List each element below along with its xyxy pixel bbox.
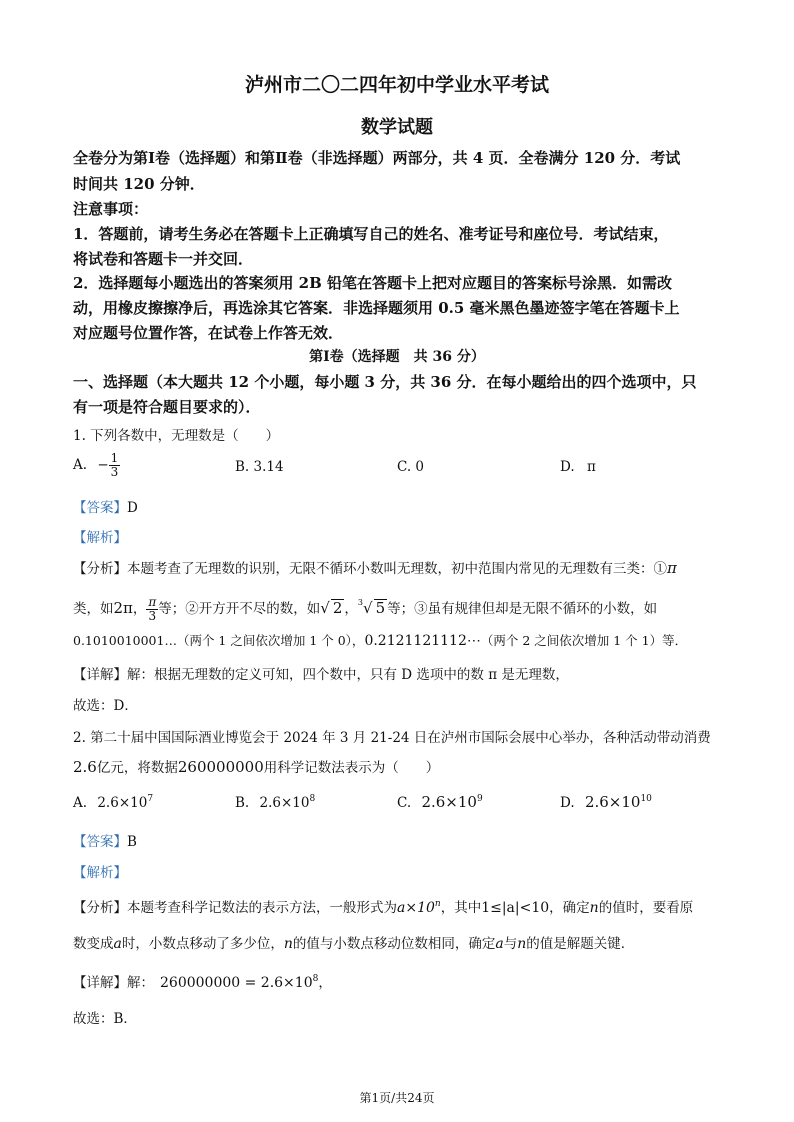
option-label: D. bbox=[560, 795, 575, 811]
analysis-text: 等；②开方开不尽的数，如 bbox=[158, 601, 321, 617]
part1-heading: 第Ⅰ卷（选择题 共 36 分） bbox=[309, 349, 485, 365]
option-c bbox=[397, 793, 483, 811]
answer-value: B bbox=[127, 834, 137, 850]
exam-title: 泸州市二〇二四年初中学业水平考试 bbox=[244, 74, 549, 96]
detail-text: ， bbox=[318, 975, 332, 991]
analysis-text: 类，如 bbox=[73, 601, 114, 617]
math-expr: 260000000 = 2.6×10 bbox=[160, 975, 313, 991]
stem-text: 亿元，将数据 bbox=[96, 760, 178, 776]
analysis-text: （两个 2 之间依次增加 1 个 1）等． bbox=[480, 633, 688, 648]
variable: n bbox=[589, 900, 599, 916]
analysis-text: 本题考查科学记数法的表示方法，一般形式为 bbox=[127, 900, 397, 916]
page-footer: 第1页/共24页 bbox=[359, 1091, 435, 1105]
analysis-text: 的值时，要看原 bbox=[598, 900, 694, 916]
fraction-denominator: 3 bbox=[110, 465, 119, 480]
variable: a bbox=[113, 936, 122, 952]
option-value: π bbox=[586, 459, 596, 475]
answer-value: D bbox=[127, 500, 138, 516]
option-b bbox=[235, 794, 315, 811]
fenxi-tag: 【分析】 bbox=[73, 900, 127, 916]
note-line: 对应题号位置作答，在试卷上作答无效． bbox=[73, 324, 344, 342]
math-expr: 2π bbox=[113, 599, 133, 617]
fraction bbox=[146, 596, 158, 623]
analysis-line bbox=[73, 631, 687, 649]
option-label: B. bbox=[235, 795, 250, 811]
detail-text: 解：根据无理数的定义可知，四个数中，只有 D 选项中的数 π 是无理数， bbox=[127, 667, 569, 683]
analysis-tag: 【解析】 bbox=[73, 865, 127, 881]
pi-symbol: π bbox=[667, 559, 677, 577]
notes-heading: 注意事项： bbox=[73, 200, 149, 218]
option-d bbox=[560, 793, 652, 811]
analysis-text: 0.1010010001…（两个 1 之间依次增加 1 个 0）， bbox=[73, 633, 365, 648]
fraction-denominator: 3 bbox=[148, 609, 157, 623]
sqrt-radicand: 2 bbox=[332, 599, 343, 617]
analysis-text: 的值与小数点移动位数相同，确定 bbox=[292, 936, 496, 952]
note-line: 动，用橡皮擦擦净后，再选涂其它答案．非选择题须用 0.5 毫米黑色墨迹签字笔在答题卡上 bbox=[73, 299, 680, 317]
minus-sign: − bbox=[97, 457, 109, 474]
question-stem: 2. 第二十届中国国际酒业博览会于 2024 年 3 月 21-24 日在泸州市国际会展中心举办，各种活动带动消费 bbox=[73, 730, 711, 746]
option-label: C. bbox=[397, 795, 412, 811]
conclusion: 故选：B． bbox=[73, 1011, 137, 1027]
fraction-numerator: 1 bbox=[110, 451, 119, 465]
cbrt-radicand: 5 bbox=[375, 599, 386, 617]
exponent: 8 bbox=[309, 794, 316, 804]
answer-tag: 【答案】 bbox=[73, 834, 127, 850]
detail-text: 解： bbox=[127, 975, 154, 991]
option-d bbox=[560, 459, 596, 475]
option-value: 2.6×10 bbox=[259, 795, 310, 811]
intro-line: 时间共 120 分钟． bbox=[73, 175, 205, 193]
exponent: 7 bbox=[147, 794, 154, 804]
analysis-line bbox=[73, 896, 693, 916]
fraction bbox=[109, 452, 121, 479]
math-expr: 0.2121121112⋯ bbox=[364, 633, 481, 649]
stem-text: 用科学记数法表示为（ ） bbox=[263, 760, 440, 776]
analysis-line bbox=[73, 932, 634, 952]
analysis-text: ， bbox=[132, 601, 147, 617]
analysis-text: ， bbox=[344, 601, 358, 617]
exam-subtitle: 数学试题 bbox=[361, 117, 433, 138]
note-line: 2．选择题每小题选出的答案须用 2B 铅笔在答题卡上把对应题目的答案标号涂黑．如需改 bbox=[73, 274, 673, 292]
fenxi-tag: 【分析】 bbox=[73, 561, 127, 577]
variable: a bbox=[495, 936, 504, 952]
exponent: 8 bbox=[312, 974, 319, 984]
analysis-text: 本题考查了无理数的识别，无限不循环小数叫无理数，初中范围内常见的无理数有三类：① bbox=[127, 561, 667, 577]
root-index: 3 bbox=[357, 598, 363, 607]
analysis-text: 等；③虽有规律但却是无限不循环的小数，如 bbox=[387, 601, 658, 617]
exponent: 9 bbox=[476, 794, 483, 804]
question-stem bbox=[73, 756, 439, 776]
section-heading: 有一项是符合题目要求的）． bbox=[73, 398, 261, 416]
fraction-numerator: π bbox=[148, 594, 157, 609]
option-a bbox=[73, 452, 120, 492]
note-line: 将试卷和答题卡一并交回． bbox=[73, 250, 254, 268]
option-value: 2.6×10 bbox=[584, 793, 641, 811]
analysis-text: 与 bbox=[503, 936, 518, 952]
option-value: 2.6×10 bbox=[421, 793, 477, 811]
detail-line bbox=[73, 663, 569, 683]
exponent: n bbox=[434, 899, 441, 909]
option-b: B. 3.14 bbox=[235, 459, 284, 475]
option-c: C. 0 bbox=[397, 459, 425, 475]
option-a bbox=[73, 794, 153, 811]
exponent: 10 bbox=[640, 794, 652, 804]
variable: n bbox=[283, 936, 293, 952]
analysis-line bbox=[73, 557, 677, 577]
option-label: D. bbox=[560, 459, 575, 475]
math-expr: a×10 bbox=[397, 900, 435, 916]
analysis-text: ，确定 bbox=[549, 900, 590, 916]
analysis-tag: 【解析】 bbox=[73, 530, 127, 546]
option-label: A. bbox=[73, 795, 88, 811]
analysis-text: 时，小数点移动了多少位， bbox=[121, 936, 284, 952]
detail-line bbox=[73, 971, 332, 991]
answer-line bbox=[73, 496, 138, 516]
note-line: 1．答题前，请考生务必在答题卡上正确填写自己的姓名、准考证号和座位号．考试结束， bbox=[73, 225, 669, 243]
math-expr: 1≤|a|<10 bbox=[481, 900, 550, 916]
section-heading: 一、选择题（本大题共 12 个小题，每小题 3 分，共 36 分．在每小题给出的四个选项中，只 bbox=[73, 373, 697, 391]
detail-tag: 【详解】 bbox=[73, 975, 127, 991]
analysis-text: 的值是解题关键． bbox=[526, 936, 635, 952]
question-stem: 1. 下列各数中，无理数是（ ） bbox=[73, 428, 280, 444]
analysis-text: ，其中 bbox=[440, 900, 482, 916]
answer-line bbox=[73, 830, 137, 850]
conclusion: 故选：D． bbox=[73, 698, 138, 714]
analysis-line: 类，如2π， $\frac{\pi}{3}$ 等；②开方开不尽的数，如√ 2 ，$^3$√ 5 等；③虽有规律但却是无限不循环的小数，如 bbox=[73, 594, 658, 623]
variable: n bbox=[517, 936, 527, 952]
option-value: 2.6×10 bbox=[97, 795, 148, 811]
math-expr: 260000000 bbox=[177, 758, 264, 776]
detail-tag: 【详解】 bbox=[73, 667, 127, 683]
analysis-text: 数变成 bbox=[73, 936, 114, 952]
math-expr: 2.6 bbox=[73, 758, 97, 776]
intro-line: 全卷分为第Ⅰ卷（选择题）和第Ⅱ卷（非选择题）两部分，共 4 页．全卷满分 120 分．考试 bbox=[73, 149, 681, 167]
option-label: A. bbox=[73, 457, 88, 474]
answer-tag: 【答案】 bbox=[73, 500, 127, 516]
